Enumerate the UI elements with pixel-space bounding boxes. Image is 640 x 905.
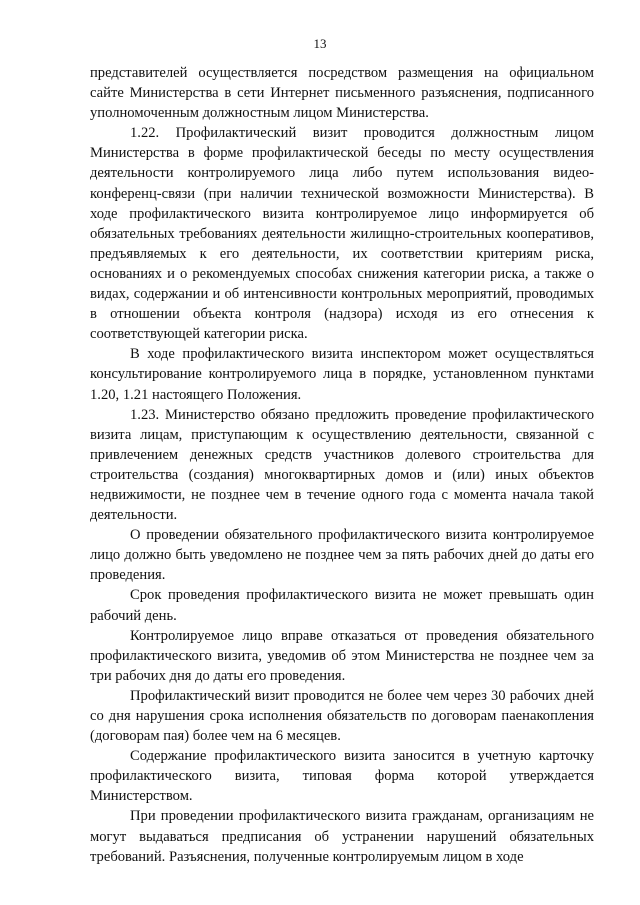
paragraph: представителей осуществляется посредством размещения на официальном сайте Министерства в сети Интернет письменного разъяснения, подписанного уполномоченным должностным лицом Министерства. [90,65,594,122]
paragraph: Профилактический визит проводится не более чем через 30 рабочих дней со дня нарушения срока исполнения обязательств по договорам паенакопления (договорам пая) более чем на 6 месяцев. [90,687,594,745]
paragraph: 1.23. Министерство обязано предложить проведение профилактического визита лицам, приступающим к осуществлению деятельности, связанной с привлечением денежных средств участников долевого строительства для строительства (создания) многоквартирных домов и (или) иных объектов недвижимости, не позднее чем в течение одного года с момента начала такой деятельности. [90,406,594,524]
paragraph: О проведении обязательного профилактического визита контролируемое лицо должно быть уведомлено не позднее чем за пять рабочих дней до даты его проведения. [90,527,594,584]
paragraph: Контролируемое лицо вправе отказаться от проведения обязательного профилактического визита, уведомив об этом Министерства не позднее чем за три рабочих дня до даты его проведения. [90,627,594,684]
document-body [90,63,594,867]
page-number: 13 [313,36,327,51]
paragraph: При проведении профилактического визита гражданам, организациям не могут выдаваться предписания об устранении нарушений обязательных требований. Разъяснения, полученные контролируемым лицом в ходе [90,808,594,865]
paragraph: Срок проведения профилактического визита не может превышать один рабочий день. [90,587,594,624]
paragraph: 1.22. Профилактический визит проводится должностным лицом Министерства в форме профилактической беседы по месту осуществления деятельности контролируемого лица либо путем использования видео-конференц-связи (при наличии технической возможности Министерства). В ходе профилактического визита контролируемое лицо информируется об обязательных требованиях деятельности жилищно-строительных кооперативов, предъявляемых к его деятельности, их соответствии критериям риска, основаниях и о рекомендуемых способах снижения категории риска, а также о видах, содержании и об интенсивности контрольных мероприятий, проводимых в отношении объекта контроля (надзора) исходя из его отнесения к соответствующей категории риска. [90,125,594,343]
paragraph: Содержание профилактического визита заносится в учетную карточку профилактического визита, типовая форма которой утверждается Министерством. [90,748,594,805]
paragraph: В ходе профилактического визита инспектором может осуществляться консультирование контролируемого лица в порядке, установленном пунктами 1.20, 1.21 настоящего Положения. [90,346,594,403]
